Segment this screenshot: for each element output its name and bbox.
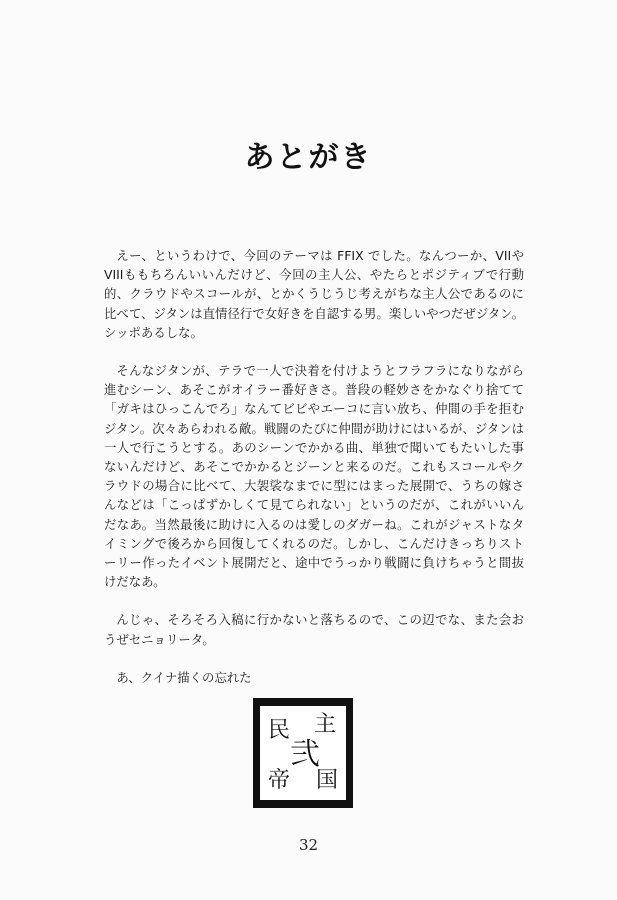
seal-char-2: 民 <box>268 718 291 743</box>
seal-char-1: 主 <box>314 712 337 737</box>
seal-char-3: 弐 <box>290 737 320 772</box>
paragraph-2: そんなジタンが、テラで一人で決着を付けようとフラフラになりながら進むシーン、あそこがオイラー番好きさ。普段の軽妙さをかなぐり捨てて「ガキはひっこんでろ」なんてビビやエーコに言い放ち、仲間の手を拒むジタン。次々あらわれる敵。戦闘のたびに仲間が助けにはいるが、ジタンは一人で行こうとする。あのシーンでかかる曲、単独で聞いてもたいした事ないんだけど、あそこでかかるとジーンと来るのだ。これもスコールやクラウドの場合に比べて、大袈裟なまでに型にはまった展開で、うちの嫁さんなどは「こっぱずかしくて見てられない」というのだが、これがいいんだなあ。当然最後に助けに入るのは愛しのダガーね。これがジャストなタイミングで後ろから回復してくれるのだ。しかし、こんだけきっちりストーリー作ったイベント展開だと、途中でうっかり戦闘に負けちゃうと間抜けだなあ。 <box>104 363 524 590</box>
paragraph-1: えー、というわけで、今回のテーマは FFIX でした。なんつーか、VIIや VIIIももちろんいいんだけど、今回の主人公、やたらとポジティブで行動的、クラウドやスコールが、とかくうじうじ考えがちな主人公であるのに比べて、ジタンは直情径行で女好きを自認する男。楽しいやつだぜジタン。シッポあるしな。 <box>104 248 524 340</box>
seal-inner-panel <box>260 706 346 800</box>
page-number: 32 <box>298 836 319 854</box>
afterword-body <box>104 246 524 706</box>
paragraph-4: あ、クイナ描くの忘れた <box>116 669 252 685</box>
paragraph-3: んじゃ、そろそろ入稿に行かないと落ちるので、この辺でな、また会おうぜセニョリータ。 <box>104 612 524 647</box>
page-title: あとがき <box>244 140 373 176</box>
seal-char-5: 国 <box>316 768 339 793</box>
seal-char-4: 帝 <box>268 768 291 793</box>
circle-seal-logo <box>253 698 353 808</box>
